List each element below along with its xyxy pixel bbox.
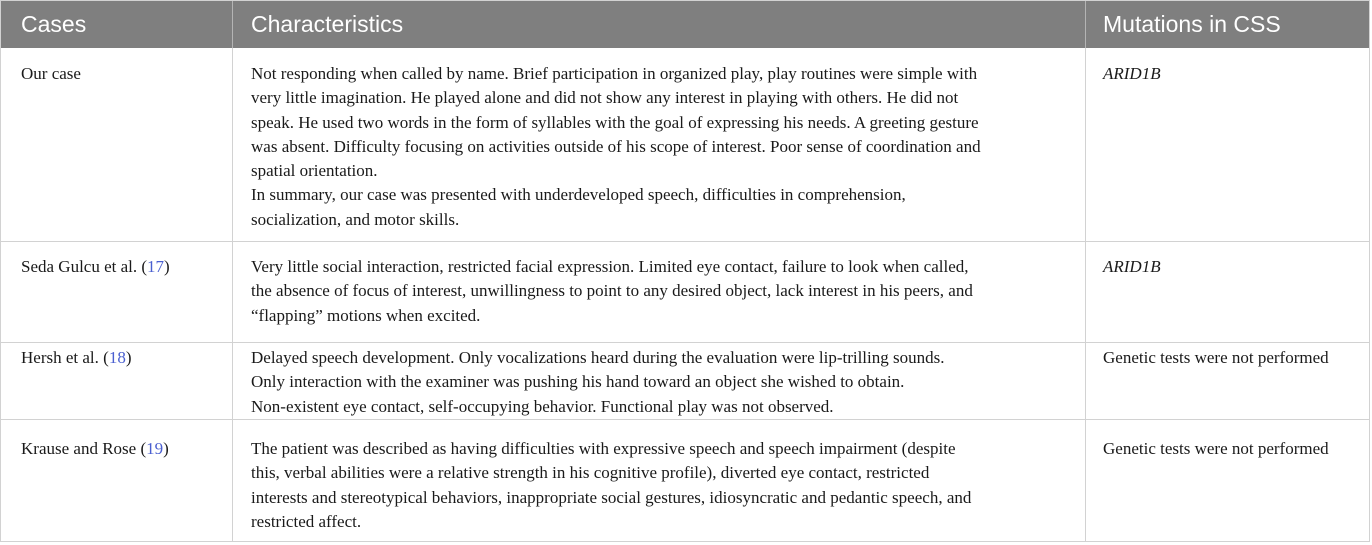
text-line: Non-existent eye contact, self-occupying behavior. Functional play was not observed. [251, 396, 834, 416]
row-3-characteristics [251, 346, 945, 419]
row-3-case [21, 346, 131, 370]
text-line: restricted affect. [251, 511, 362, 531]
text-line: The patient was described as having difficulties with expressive speech and speech impairment (despite [251, 439, 956, 458]
header-cases: Cases [21, 11, 87, 37]
text-line: Not responding when called by name. Brief participation in organized play, play routines were simple with [251, 64, 978, 83]
closing-paren: ) [163, 439, 169, 458]
column-divider [1085, 48, 1086, 541]
text-line: speak. He used two words in the form of syllables with the goal of expressing his needs. A greeting gesture [251, 112, 979, 132]
row-divider [1, 342, 1369, 343]
text-line: “flapping” motions when excited. [251, 305, 481, 325]
row-3-mutation: Genetic tests were not performed [1103, 348, 1329, 367]
text-line: socialization, and motor skills. [251, 209, 460, 229]
reference-link[interactable]: 19 [146, 439, 164, 458]
row-1-case [21, 62, 81, 86]
row-divider [1, 241, 1369, 242]
text-line: was absent. Difficulty focusing on activities outside of his scope of interest. Poor sense of coordination and [251, 136, 981, 156]
text-line: Very little social interaction, restricted facial expression. Limited eye contact, failure to look when called, [251, 257, 969, 276]
case-name: Krause and Rose ( [21, 439, 147, 458]
text-line: In summary, our case was presented with underdeveloped speech, difficulties in comprehension, [251, 185, 906, 205]
reference-link[interactable]: 18 [108, 348, 126, 367]
case-name: Seda Gulcu et al. ( [21, 257, 148, 276]
text-line: interests and stereotypical behaviors, inappropriate social gestures, idiosyncratic and pedantic speech, and [251, 487, 972, 507]
text-line: very little imagination. He played alone and did not show any interest in playing with others. He did not [251, 88, 959, 108]
header-divider [232, 1, 233, 48]
text-line: spatial orientation. [251, 161, 378, 181]
header-characteristics: Characteristics [251, 11, 404, 37]
row-4-characteristics [251, 437, 971, 534]
row-4-mutation: Genetic tests were not performed [1103, 439, 1329, 458]
closing-paren: ) [125, 348, 132, 367]
case-name: Hersh et al. ( [21, 348, 109, 367]
row-1-characteristics [251, 62, 981, 232]
column-divider [232, 48, 233, 541]
row-2-characteristics [251, 255, 973, 328]
row-2-case [21, 255, 170, 279]
row-divider [1, 419, 1369, 420]
text-line: the absence of focus of interest, unwillingness to point to any desired object, lack interest in his peers, and [251, 281, 973, 301]
reference-link[interactable]: 17 [147, 257, 165, 276]
header-mutations: Mutations in CSS [1103, 11, 1281, 37]
closing-paren: ) [164, 257, 170, 276]
text-line: Delayed speech development. Only vocalizations heard during the evaluation were lip-trilling sounds. [251, 348, 945, 367]
row-4-case [21, 437, 169, 461]
text-line: this, verbal abilities were a relative strength in his cognitive profile), diverted eye contact, restricted [251, 463, 930, 483]
header-divider [1085, 1, 1086, 48]
case-name: Our case [21, 64, 81, 83]
text-line: Only interaction with the examiner was pushing his hand toward an object she wished to obtain. [251, 372, 905, 392]
row-1-mutation: ARID1B [1103, 64, 1161, 83]
row-2-mutation: ARID1B [1103, 257, 1161, 276]
